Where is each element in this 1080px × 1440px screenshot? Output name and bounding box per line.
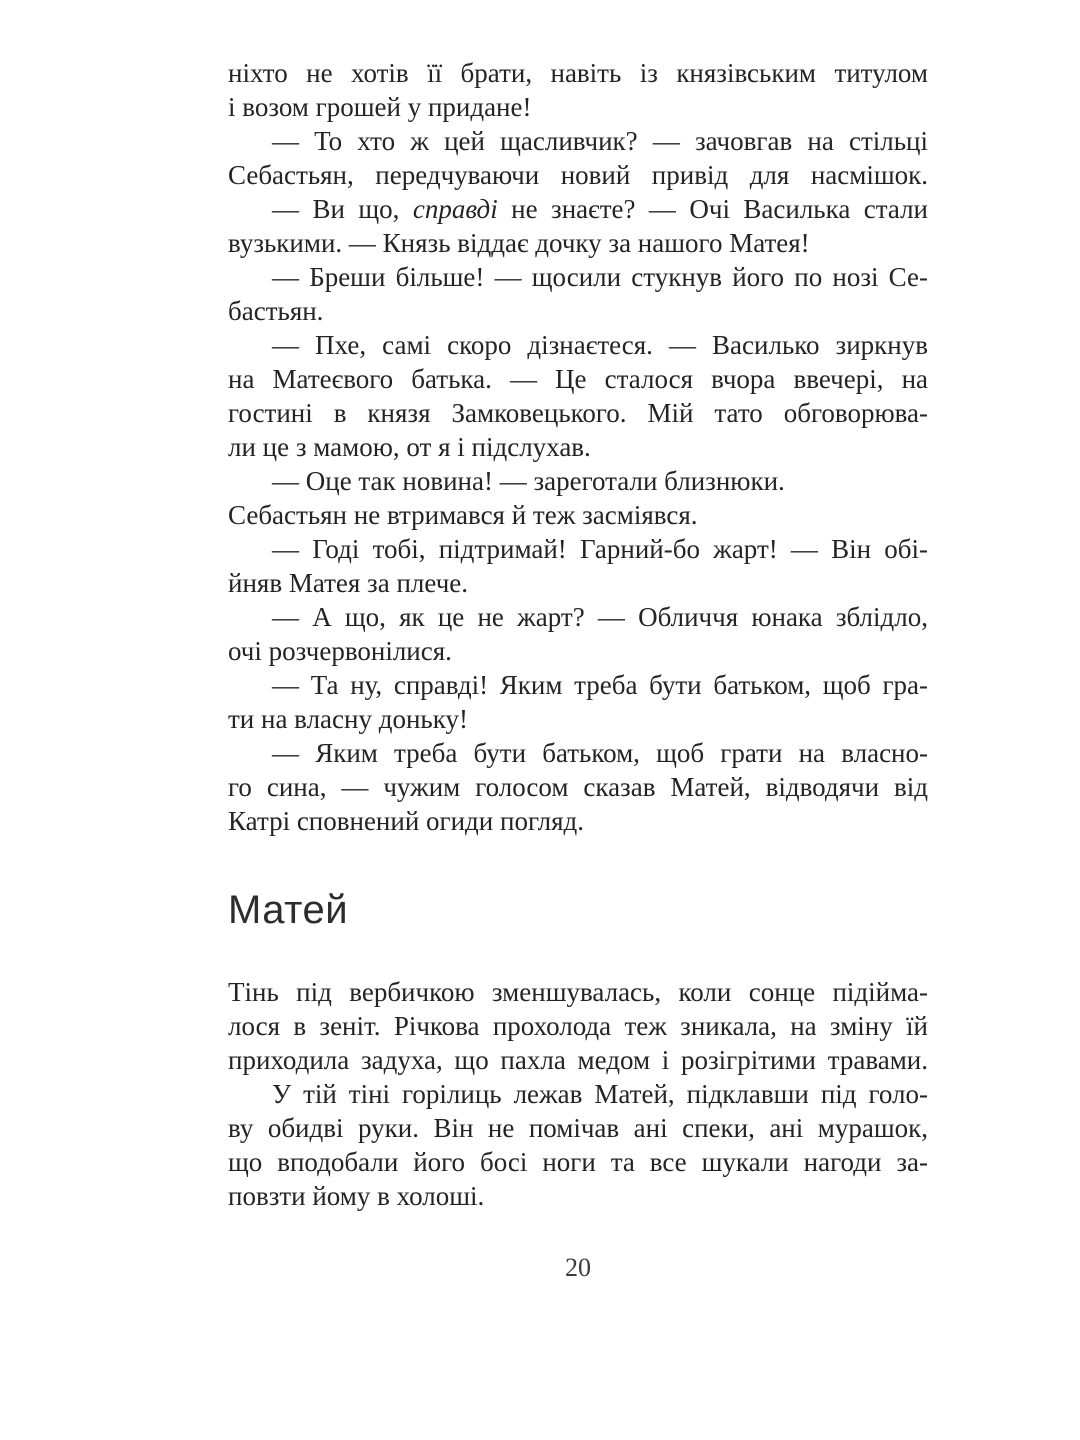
text-segment: го сина, — чужим голосом сказав Матей, відводячи від — [228, 772, 928, 802]
text-line — [228, 260, 928, 294]
text-line — [228, 56, 928, 90]
text-segment: не знаєте? — Очі Василька стали — [497, 194, 928, 224]
text-segment: що вподобали його босі ноги та все шукали нагоди за- — [228, 1147, 928, 1177]
page-number: 20 — [565, 1253, 591, 1282]
text-segment: — Оце так новина! — зареготали близнюки. — [272, 466, 785, 496]
text-segment: — То хто ж цей щасливчик? — зачовгав на стільці — [272, 126, 928, 156]
chapter-heading: Матей — [228, 888, 349, 932]
text-line — [228, 566, 928, 600]
text-segment: — Та ну, справді! Яким треба бути батьком, щоб гра- — [272, 670, 928, 700]
text-segment: приходила задуха, що пахла медом і розігрітими травами. — [228, 1045, 928, 1075]
text-segment: гостині в князя Замковецького. Мій тато обговорюва- — [228, 398, 928, 428]
text-line — [228, 804, 928, 838]
text-line — [228, 396, 928, 430]
text-line — [228, 532, 928, 566]
text-line — [228, 1111, 928, 1145]
text-segment: Себастьян, передчуваючи новий привід для насмішок. — [228, 160, 928, 190]
text-line — [228, 1179, 928, 1213]
text-segment: вузькими. — Князь віддає дочку за нашого Матея! — [228, 228, 810, 258]
text-line — [228, 634, 928, 668]
text-line — [228, 328, 928, 362]
text-segment: Катрі сповнений огиди погляд. — [228, 806, 585, 836]
text-line — [228, 1145, 928, 1179]
text-line — [228, 736, 928, 770]
text-segment: — Ви що, — [272, 194, 413, 224]
text-line — [228, 90, 928, 124]
text-segment: У тій тіні горілиць лежав Матей, підклавши під голо- — [272, 1079, 928, 1109]
text-segment: і возом грошей у придане! — [228, 92, 532, 122]
text-line — [228, 702, 928, 736]
text-line — [228, 124, 928, 158]
text-segment: очі розчервонілися. — [228, 636, 452, 666]
paragraphs-bottom — [228, 975, 928, 1213]
text-line — [228, 192, 928, 226]
text-segment: — Бреши більше! — щосили стукнув його по нозі Се- — [272, 262, 928, 292]
text-line — [228, 362, 928, 396]
text-segment: на Матеєвого батька. — Це сталося вчора ввечері, на — [228, 364, 928, 394]
text-segment: — А що, як це не жарт? — Обличчя юнака зблідло, — [272, 602, 928, 632]
text-segment: ву обидві руки. Він не помічав ані спеки, ані мурашок, — [228, 1113, 928, 1143]
text-line — [228, 294, 928, 328]
text-line — [228, 770, 928, 804]
text-segment: — Годі тобі, підтримай! Гарний-бо жарт! — Він обі- — [272, 534, 928, 564]
text-segment: ніхто не хотів її брати, навіть із князівським титулом — [228, 58, 928, 88]
text-line — [228, 668, 928, 702]
text-line — [228, 430, 928, 464]
emphasized-text: справді — [412, 194, 498, 224]
text-segment: — Пхе, самі скоро дізнаєтеся. — Василько зиркнув — [272, 330, 928, 360]
text-line — [228, 975, 928, 1009]
text-segment: лося в зеніт. Річкова прохолода теж зникала, на зміну їй — [228, 1011, 928, 1041]
text-segment: Себастьян не втримався й теж засміявся. — [228, 500, 698, 530]
text-segment: йняв Матея за плече. — [228, 568, 469, 598]
text-line — [228, 464, 928, 498]
body-text — [228, 56, 928, 1213]
text-line — [228, 226, 928, 260]
text-line — [228, 1009, 928, 1043]
text-segment: ли це з мамою, от я і підслухав. — [228, 432, 591, 462]
text-segment: повзти йому в холоші. — [228, 1181, 485, 1211]
text-segment: — Яким треба бути батьком, щоб грати на власно- — [272, 738, 928, 768]
paragraphs-top — [228, 56, 928, 838]
text-segment: ти на власну доньку! — [228, 704, 468, 734]
text-segment: бастьян. — [228, 296, 324, 326]
text-line — [228, 158, 928, 192]
text-line — [228, 1077, 928, 1111]
text-line — [228, 600, 928, 634]
text-line — [228, 498, 928, 532]
text-line — [228, 1043, 928, 1077]
text-segment: Тінь під вербичкою зменшувалась, коли сонце підійма- — [228, 977, 928, 1007]
